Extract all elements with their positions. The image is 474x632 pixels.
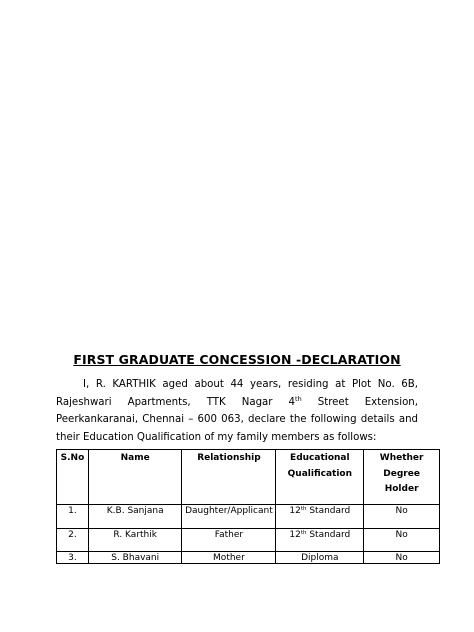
- cell-sno: 1.: [57, 505, 89, 529]
- cell-relationship: Mother: [182, 552, 276, 564]
- family-qualification-table: [56, 449, 440, 564]
- cell-name: R. Karthik: [88, 529, 181, 552]
- paragraph-text-part1: I, R. KARTHIK aged about 44 years, residing at Plot No. 6B, Rajeshwari Apartments, TTK Nagar 4: [56, 379, 418, 408]
- paragraph-superscript: th: [295, 394, 302, 403]
- declaration-title: FIRST GRADUATE CONCESSION -DECLARATION: [73, 352, 401, 367]
- paragraph-text-part2: Street Extension, Peerkankaranai, Chennai – 600 063, declare the following details and their Education Qualification of my family members as follows:: [56, 396, 419, 443]
- header-sno: S.No: [57, 450, 89, 505]
- table-row: [57, 529, 440, 552]
- cell-name: K.B. Sanjana: [88, 505, 181, 529]
- declaration-paragraph: [56, 376, 418, 446]
- table-row: [57, 505, 440, 529]
- cell-qualification: Diploma: [276, 552, 364, 564]
- cell-qualification: 12th Standard: [276, 529, 364, 552]
- table-row: [57, 552, 440, 564]
- header-relationship: Relationship: [182, 450, 276, 505]
- table-header-row: [57, 450, 440, 505]
- cell-sno: 3.: [57, 552, 89, 564]
- header-degree-holder: Whether Degree Holder: [364, 450, 440, 505]
- cell-relationship: Daughter/Applicant: [182, 505, 276, 529]
- cell-qualification: 12th Standard: [276, 505, 364, 529]
- cell-sno: 2.: [57, 529, 89, 552]
- cell-relationship: Father: [182, 529, 276, 552]
- cell-name: S. Bhavani: [88, 552, 181, 564]
- header-qualification: Educational Qualification: [276, 450, 364, 505]
- cell-degree-holder: No: [364, 529, 440, 552]
- header-name: Name: [88, 450, 181, 505]
- cell-degree-holder: No: [364, 505, 440, 529]
- cell-degree-holder: No: [364, 552, 440, 564]
